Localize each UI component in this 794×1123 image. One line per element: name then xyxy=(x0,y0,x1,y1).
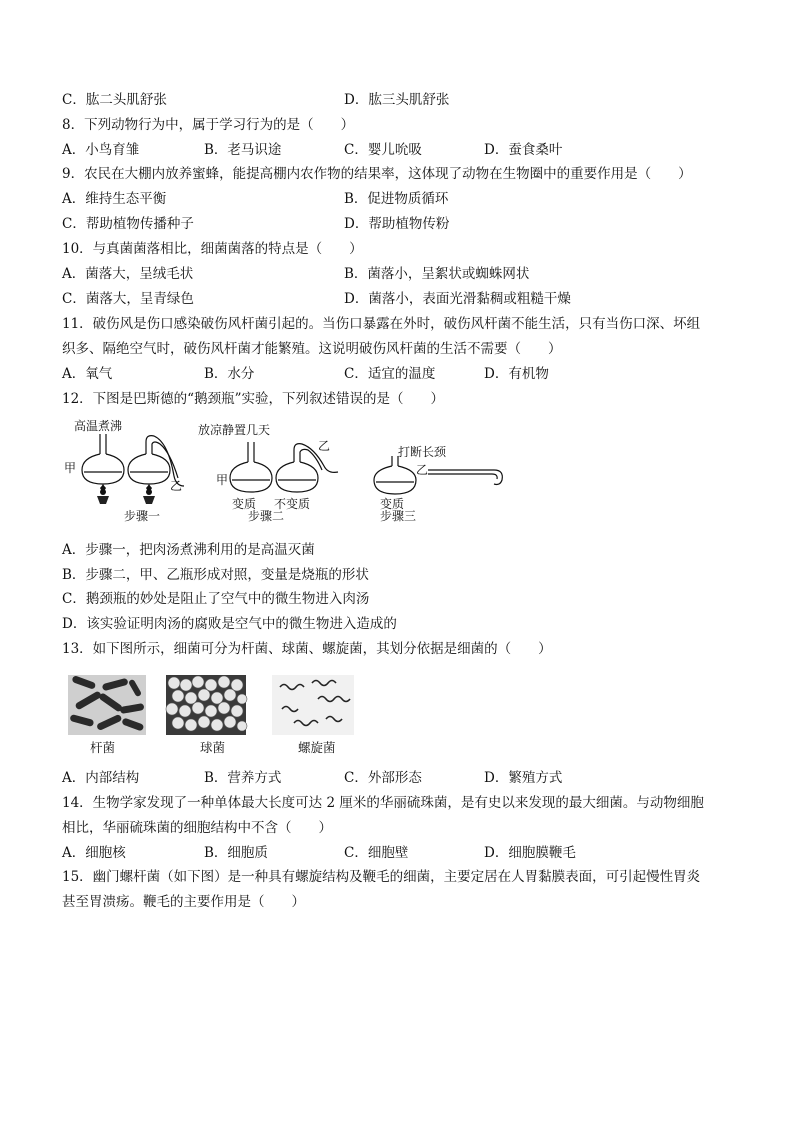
flask-straight-neck-step1 xyxy=(82,434,124,484)
q13-stem: 13．如下图所示，细菌可分为杆菌、球菌、螺旋菌，其划分依据是细菌的（ ） xyxy=(62,641,552,657)
label-step1: 步骤一 xyxy=(124,509,161,523)
q14-option-a: A．细胞核 xyxy=(62,845,126,861)
q15-stem-line2: 甚至胃溃疡。鞭毛的主要作用是（ ） xyxy=(62,894,305,910)
label-spoiled-step2: 变质 xyxy=(232,497,257,511)
coccus-bacteria-micrograph xyxy=(166,675,247,735)
q12-option-a: A．步骤一，把肉汤煮沸利用的是高温灭菌 xyxy=(62,542,315,558)
q13-option-b: B．营养方式 xyxy=(204,770,282,786)
q10-option-b: B．菌落小，呈絮状或蜘蛛网状 xyxy=(344,266,530,282)
q11-stem-line2: 织多、隔绝空气时，破伤风杆菌才能繁殖。这说明破伤风杆菌的生活不需要（ ） xyxy=(62,341,562,357)
label-coccus-bacteria: 球菌 xyxy=(200,740,226,755)
q10-option-a: A．菌落大，呈绒毛状 xyxy=(62,266,194,282)
label-yi-step2: 乙 xyxy=(318,439,331,453)
q14-option-b: B．细胞质 xyxy=(204,845,268,861)
label-cool: 放凉静置几天 xyxy=(198,423,271,437)
q12-option-c: C．鹅颈瓶的妙处是阻止了空气中的微生物进入肉汤 xyxy=(62,591,370,607)
label-break: 打断长颈 xyxy=(398,445,447,459)
label-boil: 高温煮沸 xyxy=(74,419,123,433)
q14-stem-line1: 14．生物学家发现了一种单体最大长度可达 2 厘米的华丽硫珠菌，是有史以来发现的最大细菌。与动物细胞 xyxy=(62,795,704,811)
q9-option-b: B．促进物质循环 xyxy=(344,191,449,207)
rod-bacteria-micrograph xyxy=(68,675,146,735)
q11-option-c: C．适宜的温度 xyxy=(344,366,436,382)
q13-option-a: A．内部结构 xyxy=(62,770,140,786)
flask-broken-neck-step3 xyxy=(374,456,502,494)
spiral-bacteria-micrograph xyxy=(272,675,354,735)
q13-option-c: C．外部形态 xyxy=(344,770,422,786)
label-jia-step1: 甲 xyxy=(64,461,77,475)
q11-option-d: D．有机物 xyxy=(484,366,549,382)
q14-option-d: D．细胞膜鞭毛 xyxy=(484,845,576,861)
bacteria-shapes-figure xyxy=(68,675,358,737)
label-not-spoiled: 不变质 xyxy=(274,497,311,511)
q8-stem: 8．下列动物行为中，属于学习行为的是（ ） xyxy=(62,117,355,133)
q8-option-d: D．蚕食桑叶 xyxy=(484,142,563,158)
burner-flame-icon xyxy=(97,484,109,504)
label-jia-step2: 甲 xyxy=(216,473,229,487)
q11-stem-line1: 11．破伤风是伤口感染破伤风杆菌引起的。当伤口暴露在外时，破伤风杆菌不能生活，只有当伤口深、坏组 xyxy=(62,316,701,332)
label-yi-step3: 乙 xyxy=(416,463,429,477)
label-spiral-bacteria: 螺旋菌 xyxy=(298,740,336,755)
q7-option-c: C．肱二头肌舒张 xyxy=(62,92,167,108)
q9-stem: 9．农民在大棚内放养蜜蜂，能提高棚内农作物的结果率，这体现了动物在生物圈中的重要作用是（ ） xyxy=(62,166,692,182)
label-step3: 步骤三 xyxy=(380,509,417,523)
label-rod-bacteria: 杆菌 xyxy=(90,740,116,755)
q12-option-d: D．该实验证明肉汤的腐败是空气中的微生物进入造成的 xyxy=(62,616,397,632)
label-yi-step1: 乙 xyxy=(170,479,183,493)
q11-option-a: A．氧气 xyxy=(62,366,113,382)
q8-option-c: C．婴儿吮吸 xyxy=(344,142,422,158)
q12-stem: 12．下图是巴斯德的“鹅颈瓶”实验，下列叙述错误的是（ ） xyxy=(62,391,444,407)
flask-straight-neck-step2 xyxy=(230,442,272,492)
q11-option-b: B．水分 xyxy=(204,366,255,382)
q12-option-b: B．步骤二，甲、乙瓶形成对照，变量是烧瓶的形状 xyxy=(62,567,369,583)
q13-option-d: D．繁殖方式 xyxy=(484,770,563,786)
label-step2: 步骤二 xyxy=(248,509,285,523)
q9-option-d: D．帮助植物传粉 xyxy=(344,216,450,232)
q8-option-a: A．小鸟育雏 xyxy=(62,142,140,158)
q14-stem-line2: 相比，华丽硫珠菌的细胞结构中不含（ ） xyxy=(62,820,332,836)
q15-stem-line1: 15．幽门螺杆菌（如下图）是一种具有螺旋结构及鞭毛的细菌，主要定居在人胃黏膜表面，可引起慢性胃炎 xyxy=(62,869,701,885)
q10-stem: 10．与真菌菌落相比，细菌菌落的特点是（ ） xyxy=(62,241,363,257)
q9-option-a: A．维持生态平衡 xyxy=(62,191,167,207)
q14-option-c: C．细胞壁 xyxy=(344,845,409,861)
swan-neck-flask-figure xyxy=(62,416,512,528)
q9-option-c: C．帮助植物传播种子 xyxy=(62,216,194,232)
q7-option-d: D．肱三头肌舒张 xyxy=(344,92,450,108)
q10-option-c: C．菌落大，呈青绿色 xyxy=(62,291,194,307)
q10-option-d: D．菌落小，表面光滑黏稠或粗糙干燥 xyxy=(344,291,571,307)
burner-flame-icon xyxy=(143,484,155,504)
label-spoiled-step3: 变质 xyxy=(380,497,405,511)
q8-option-b: B．老马识途 xyxy=(204,142,282,158)
